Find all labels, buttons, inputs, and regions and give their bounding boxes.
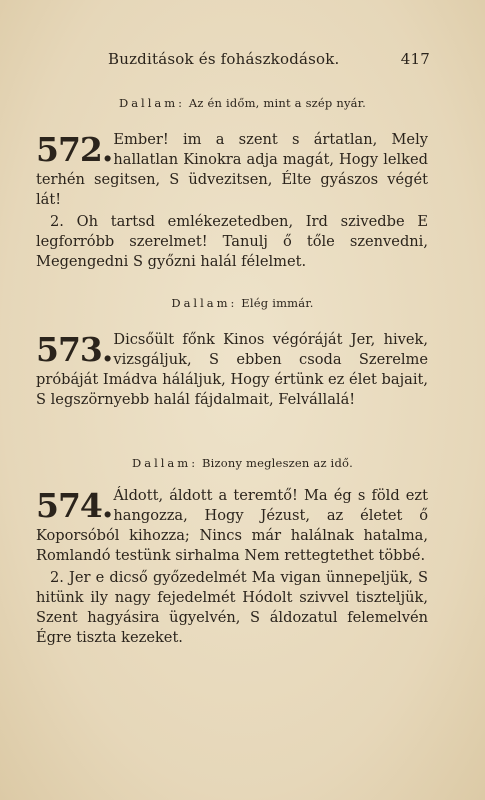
hymn-stanza: 2. Oh tartsd emlékezetedben, Ird szivedbe E legforróbb szerelmet! Tanulj ő tőle szenvedni, Megengedni S győzni halál félelmet. xyxy=(36,213,428,270)
melody-line xyxy=(0,96,485,110)
hymn-number: 574. xyxy=(36,486,113,525)
running-header xyxy=(108,50,430,68)
hymn-573 xyxy=(36,330,428,410)
melody-tune: Elég immár. xyxy=(241,296,314,310)
melody-label: Dallam: xyxy=(118,96,186,110)
page-number: 417 xyxy=(400,50,430,68)
hymn-stanza: 2. Jer e dicső győzedelmét Ma vigan ünnepeljük, S hitünk ily nagy fejedelmét Hódolt szivvel tiszteljük, Szent hagyásira ügyelvén, S áldozatul felemelvén Égre tiszta kezeket. xyxy=(36,569,428,646)
melody-tune: Az én időm, mint a szép nyár. xyxy=(188,96,366,110)
hymn-stanza: Áldott, áldott a teremtő! Ma ég s föld ezt hangozza, Hogy Jézust, az életet ő Koporsóból kihozza; Nincs már halálnak hatalma, Romlandó testünk sirhalma Nem rettegtethet többé. xyxy=(36,487,428,564)
melody-line xyxy=(0,456,485,470)
melody-line xyxy=(0,296,485,310)
hymn-stanza: Ember! im a szent s ártatlan, Mely hallatlan Kinokra adja magát, Hogy lelked terhén segitsen, S üdvezitsen, Élte gyászos végét lát! xyxy=(36,131,428,208)
melody-label: Dallam: xyxy=(132,456,199,470)
hymn-572 xyxy=(36,130,428,272)
melody-label: Dallam: xyxy=(171,296,238,310)
hymn-number: 573. xyxy=(36,330,113,369)
melody-tune: Bizony megleszen az idő. xyxy=(201,456,353,470)
hymn-stanza: Dicsőült főnk Kinos végóráját Jer, hivek, vizsgáljuk, S ebben csoda Szerelme próbáját Imádva háláljuk, Hogy értünk ez élet bajait, S legszörnyebb halál fájdalmait, Felvállalá! xyxy=(36,331,428,408)
section-title: Buzditások és fohászkodások. xyxy=(108,50,340,68)
hymn-574 xyxy=(36,486,428,648)
hymn-number: 572. xyxy=(36,130,113,169)
